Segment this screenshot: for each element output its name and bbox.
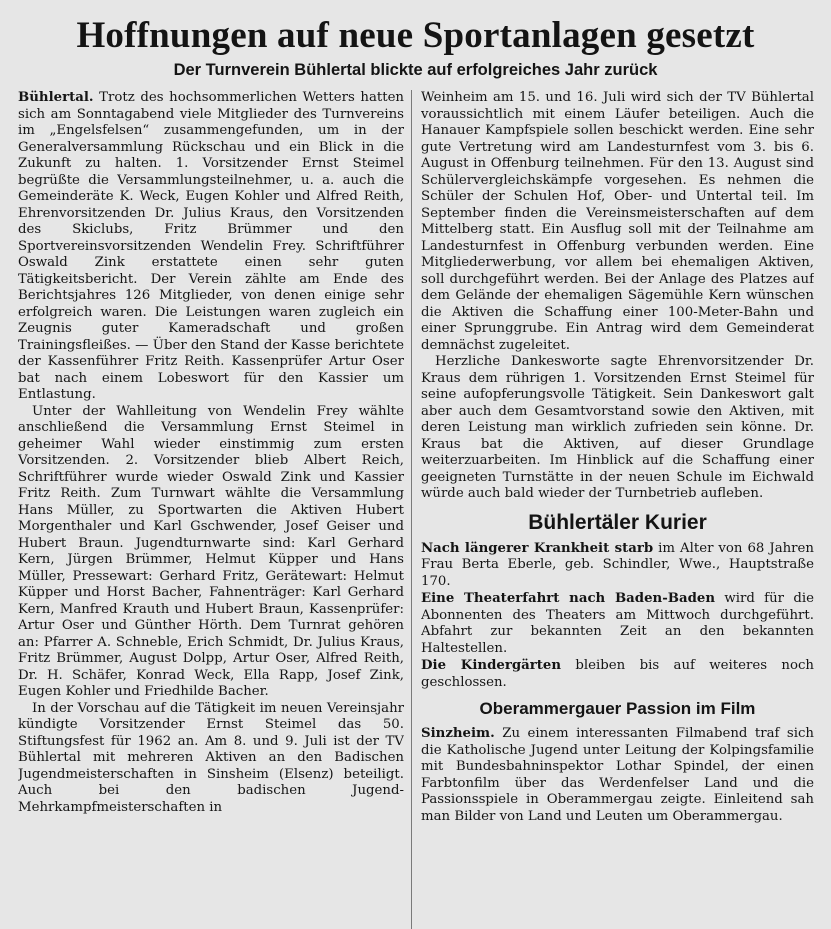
kurier-item-lead: Eine Theaterfahrt nach Baden-Baden bbox=[421, 591, 716, 606]
kurier-section bbox=[421, 541, 814, 692]
passion-paragraph bbox=[421, 726, 814, 825]
article-column-left bbox=[18, 90, 404, 929]
kurier-heading: Bühlertäler Kurier bbox=[528, 510, 707, 534]
dateline: Bühlertal. bbox=[18, 90, 94, 105]
article-paragraph-3-continued: Weinheim am 15. und 16. Juli wird sich der TV Bühlertal voraussichtlich mit einem Läufer beteiligen. Auch die Hanauer Kampfspiele sollen beschickt werden. Eine sehr gute Vertretung wird am Landesturnfest vom 3. bis 6. August in Offenburg teilnehmen. Für den 13. August sind Schülervergleichskämpfe vorgesehen. Es nehmen die Schüler der Schulen Hof, Ober- und Untertal teil. Im September finden die Vereinsmeisterschaften auf dem Mittelberg statt. Ein Ausflug soll mit der Teilnahme am Landesturnfest in Offenburg verbunden werden. Eine Mitgliederwerbung, vor allem bei ehemaligen Aktiven, soll durchgeführt werden. Bei der Anlage des Platzes auf dem Gelände der ehemaligen Sägemühle Kern wünschen die Aktiven die Schaffung einer 100-Meter-Bahn und einer Sprunggrube. Ein Antrag wird dem Gemeinderat demnächst zugeleitet. bbox=[421, 90, 814, 353]
kurier-item-lead: Die Kindergärten bbox=[421, 658, 562, 673]
paragraph-text: Zu einem interessanten Filmabend traf sich die Katholische Jugend unter Leitung der Kolpingsfamilie mit Bundesbahninspektor Lothar Spindel, der einen Farbtonfilm über das Werdenfelser Land und die Passionsspiele in Oberammergau zeigte. Einleitend sah man Bilder von Land und Leuten um Oberammergau. bbox=[421, 726, 814, 824]
paragraph-text: Trotz des hochsommerlichen Wetters hatten sich am Sonntagabend viele Mitglieder des Turnvereins im „Engelsfelsen“ zusammengefunden, um in der Generalversammlung Rückschau und ein Blick in die Zukunft zu halten. 1. Vorsitzender Ernst Steimel begrüßte die Versammlungsteilnehmer, u. a. auch die Gemeinderäte K. Weck, Eugen Kohler und Alfred Reith, Ehrenvorsitzenden Dr. Julius Kraus, den Vorsitzenden des Skiclubs, Fritz Brümmer und den Sportvereinsvorsitzenden Wendelin Frey. Schriftführer Oswald Zink erstattete einen sehr guten Tätigkeitsbericht. Der Verein zählte am Ende des Berichtsjahres 126 Mitglieder, von denen einige sehr erfolgreich waren. Die Leistungen waren zugleich ein Zeugnis guter Kameradschaft und großen Trainingsfleißes. — Über den Stand der Kasse berichtete der Kassenführer Fritz Reith. Kassenprüfer Artur Oser bat nach einem Lobeswort für den Kassier um Entlastung. bbox=[18, 90, 404, 402]
article-column-right bbox=[421, 90, 814, 929]
article-paragraph-1 bbox=[18, 90, 404, 404]
passion-heading: Oberammergauer Passion im Film bbox=[479, 699, 756, 718]
kurier-item bbox=[421, 541, 814, 591]
article-paragraph-4: Herzliche Dankesworte sagte Ehrenvorsitzender Dr. Kraus dem rührigen 1. Vorsitzenden Ernst Steimel für seine aufopferungsvolle Tätigkeit. Sein Dankeswort galt aber auch dem Gesamtvorstand sowie den Aktiven, mit deren Leistung man wirklich zufrieden sein könne. Dr. Kraus bat die Aktiven, auf dieser Grundlage weiterzuarbeiten. Im Hinblick auf die Schaffung einer geeigneten Turnstätte in der neuen Schule im Eichwald würde auch bald wieder der Turnbetrieb aufleben. bbox=[421, 354, 814, 501]
dateline: Sinzheim. bbox=[421, 726, 495, 741]
headline: Hoffnungen auf neue Sportanlagen gesetzt bbox=[76, 15, 755, 56]
kurier-item-text: wird für die Abonnenten des Theaters am Mittwoch durchgeführt. Abfahrt zur bekannten Zeit an den bekannten Haltestellen. bbox=[421, 591, 814, 656]
subheadline: Der Turnverein Bühlertal blickte auf erfolgreiches Jahr zurück bbox=[173, 61, 658, 79]
article-paragraph-3: In der Vorschau auf die Tätigkeit im neuen Vereinsjahr kündigte Vorsitzender Ernst Steimel das 50. Stiftungsfest für 1962 an. Am 8. und 9. Juli ist der TV Bühlertal mit mehreren Aktiven an den Badischen Jugendmeisterschaften in Sinsheim (Elsenz) beteiligt. Auch bei den badischen Jugend-Mehrkampfmeisterschaften in bbox=[18, 700, 404, 815]
column-divider bbox=[411, 90, 412, 929]
kurier-item bbox=[421, 658, 814, 691]
article-paragraph-2: Unter der Wahlleitung von Wendelin Frey wählte anschließend die Versammlung Ernst Steimel in geheimer Wahl wieder einstimmig zum ersten Vorsitzenden. 2. Vorsitzender blieb Albert Reich, Schriftführer wurde wieder Oswald Zink und Kassier Fritz Reith. Zum Turnwart wählte die Versammlung Hans Müller, zu Sportwarten die Aktiven Hubert Morgenthaler und Karl Gschwender, Josef Geiser und Hubert Braun. Jugendturnwarte sind: Karl Gerhard Kern, Jürgen Brümmer, Helmut Küpper und Hans Müller, Pressewart: Gerhard Fritz, Gerätewart: Helmut Küpper und Horst Bacher, Fahnenträger: Karl Gerhard Kern, Manfred Krauth und Hubert Braun, Kassenprüfer: Artur Oser und Günther Hörth. Dem Turnrat gehören an: Pfarrer A. Schneble, Erich Schmidt, Dr. Julius Kraus, Fritz Brümmer, August Dolpp, Artur Oser, Alfred Reith, Dr. H. Schäfer, Konrad Weck, Ella Rapp, Josef Zink, Eugen Kohler und Friedhilde Bacher. bbox=[18, 403, 404, 699]
kurier-item-text: im Alter von 68 Jahren Frau Berta Eberle, geb. Schindler, Wwe., Hauptstraße 170. bbox=[421, 540, 814, 589]
kurier-item-text: bleiben bis auf weiteres noch geschlossen. bbox=[421, 658, 814, 690]
kurier-item bbox=[421, 591, 814, 657]
kurier-item-lead: Nach längerer Krankheit starb bbox=[421, 540, 654, 556]
